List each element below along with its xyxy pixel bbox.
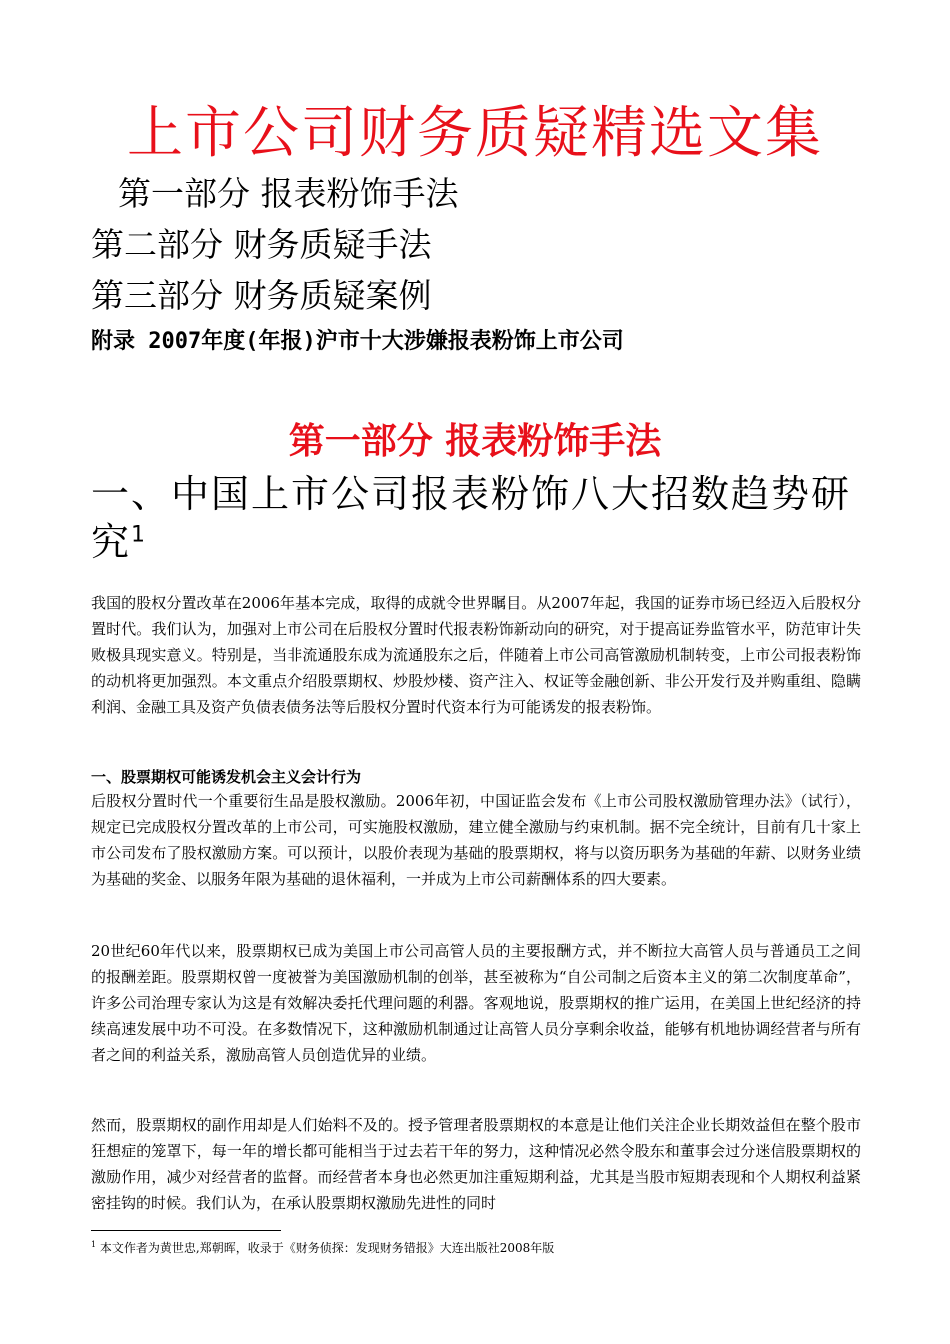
footnote — [91, 1236, 861, 1257]
paragraph-equity-incentive: 后股权分置时代一个重要衍生品是股权激励。2006年初，中国证监会发布《上市公司股权激励管理办法》（试行），规定已完成股权分置改革的上市公司，可实施股权激励，建立健全激励与约束机制。据不完全统计，目前有几十家上市公司发布了股权激励方案。可以预计，以股价表现为基础的股票期权，将与以资历职务为基础的年薪、以财务业绩为基础的奖金、以服务年限为基础的退休福利，一并成为上市公司薪酬体系的四大要素。 — [91, 792, 861, 888]
main-title: 上市公司财务质疑精选文集 — [127, 101, 823, 166]
toc-item-part-1: 第一部分 报表粉饰手法 — [118, 174, 459, 213]
section-heading: 一、股票期权可能诱发机会主义会计行为 — [91, 768, 362, 786]
paragraph-us-stock-options: 20世纪60年代以来，股票期权已成为美国上市公司高管人员的主要报酬方式，并不断拉大高管人员与普通员工之间的报酬差距。股票期权曾一度被誉为美国激励机制的创举，甚至被称为“自公司制之后资本主义的第二次制度革命”，许多公司治理专家认为这是有效解决委托代理问题的利器。客观地说，股票期权的推广运用，在美国上世纪经济的持续高速发展中功不可没。在多数情况下，这种激励机制通过让高管人员分享剩余收益，能够有机地协调经营者与所有者之间的利益关系，激励高管人员创造优异的业绩。 — [91, 942, 861, 1064]
toc-appendix: 附录 2007年度(年报)沪市十大涉嫌报表粉饰上市公司 — [91, 329, 624, 354]
toc-item-part-3: 第三部分 财务质疑案例 — [91, 276, 432, 315]
paragraph-intro: 我国的股权分置改革在2006年基本完成，取得的成就令世界瞩目。从2007年起，我国的证券市场已经迈入后股权分置时代。我们认为，加强对上市公司在后股权分置时代报表粉饰新动向的研究，对于提高证券监管水平，防范审计失败极具现实意义。特别是，当非流通股东成为流通股东之后，伴随着上市公司高管激励机制转变，上市公司报表粉饰的动机将更加强烈。本文重点介绍股票期权、炒股炒楼、资产注入、权证等金融创新、非公开发行及并购重组、隐瞒利润、金融工具及资产负债表债务法等后股权分置时代资本行为可能诱发的报表粉饰。 — [91, 594, 861, 716]
footnote-mark: 1 — [91, 1240, 97, 1249]
footnote-divider — [91, 1230, 281, 1231]
chapter-title — [91, 470, 861, 566]
paragraph-side-effects: 然而，股票期权的副作用却是人们始料不及的。授予管理者股票期权的本意是让他们关注企业长期效益但在整个股市狂想症的笼罩下，每一年的增长都可能相当于过去若干年的努力，这种情况必然令股东和董事会过分迷信股票期权的激励作用，减少对经营者的监督。而经营者本身也必然更加注重短期利益，尤其是当股市短期表现和个人期权利益紧密挂钩的时候。我们认为，在承认股票期权激励先进性的同时 — [91, 1116, 861, 1212]
toc-item-part-2: 第二部分 财务质疑手法 — [91, 225, 432, 264]
chapter-title-text: 一、中国上市公司报表粉饰八大招数趋势研究 — [91, 472, 852, 564]
footnote-text: 本文作者为黄世忠,郑朝晖，收录于《财务侦探：发现财务错报》大连出版社2008年版 — [96, 1241, 555, 1255]
chapter-footnote-mark: 1 — [131, 522, 148, 548]
part-title: 第一部分 报表粉饰手法 — [288, 421, 662, 462]
